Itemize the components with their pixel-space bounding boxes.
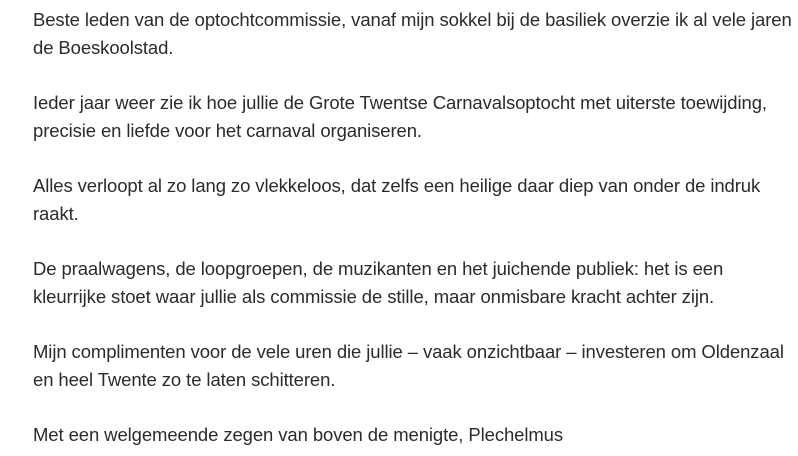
paragraph-signature: Met een welgemeende zegen van boven de menigte, Plechelmus (33, 424, 564, 445)
paragraph-compliments: Mijn complimenten voor de vele uren die jullie – vaak onzichtbaar – investeren om Oldenzaal en heel Twente zo te laten schitteren. (33, 341, 784, 390)
paragraph-greeting: Beste leden van de optochtcommissie, vanaf mijn sokkel bij de basiliek overzie ik al vele jaren de Boeskoolstad. (33, 9, 792, 58)
paragraph-organisation: Ieder jaar weer zie ik hoe jullie de Grote Twentse Carnavalsoptocht met uiterste toewijding, precisie en liefde voor het carnaval organiseren. (33, 92, 767, 141)
paragraph-flawless: Alles verloopt al zo lang zo vlekkeloos, dat zelfs een heilige daar diep van onder de indruk raakt. (33, 175, 761, 224)
paragraph-parade: De praalwagens, de loopgroepen, de muzikanten en het juichende publiek: het is een kleurrijke stoet waar jullie als commissie de stille, maar onmisbare kracht achter zijn. (33, 258, 724, 307)
message-body (33, 6, 793, 449)
